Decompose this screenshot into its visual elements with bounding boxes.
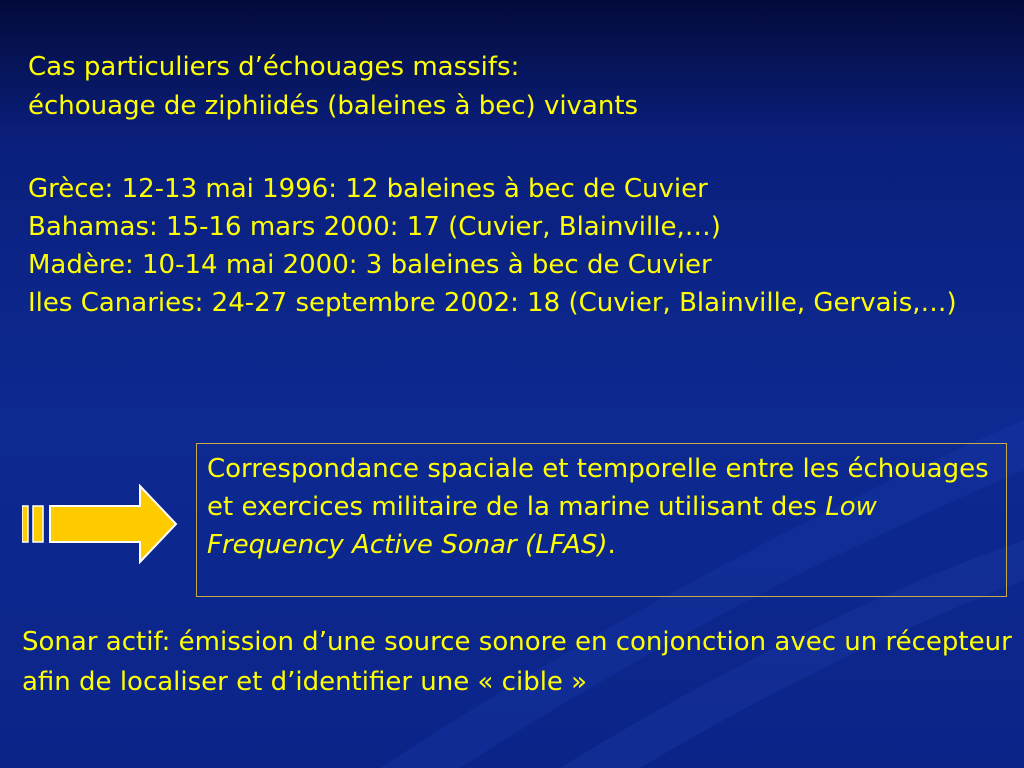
event-madeira: Madère: 10-14 mai 2000: 3 baleines à bec de Cuvier <box>28 250 712 280</box>
striped-right-arrow-icon <box>22 484 182 564</box>
callout-end: . <box>607 530 616 560</box>
event-greece: Grèce: 12-13 mai 1996: 12 baleines à bec de Cuvier <box>28 174 708 204</box>
sonar-definition: Sonar actif: émission d’une source sonore en conjonction avec un récepteur afin de localiser et d’identifier une « cible » <box>22 627 1012 697</box>
heading-line-2: échouage de ziphiidés (baleines à bec) vivants <box>28 91 639 121</box>
event-canary-islands: Iles Canaries: 24-27 septembre 2002: 18 (Cuvier, Blainville, Gervais,…) <box>28 288 957 318</box>
stranding-events-list <box>28 170 1008 322</box>
callout-box <box>196 443 1007 597</box>
callout-text: Correspondance spaciale et temporelle entre les échouages et exercices militaire de la marine utilisant des <box>207 454 989 522</box>
heading-line-1: Cas particuliers d’échouages massifs: <box>28 52 520 82</box>
event-bahamas: Bahamas: 15-16 mars 2000: 17 (Cuvier, Blainville,…) <box>28 212 721 242</box>
heading <box>28 48 638 126</box>
callout-lfas-emphasis: Low Frequency Active Sonar (LFAS) <box>207 492 877 560</box>
